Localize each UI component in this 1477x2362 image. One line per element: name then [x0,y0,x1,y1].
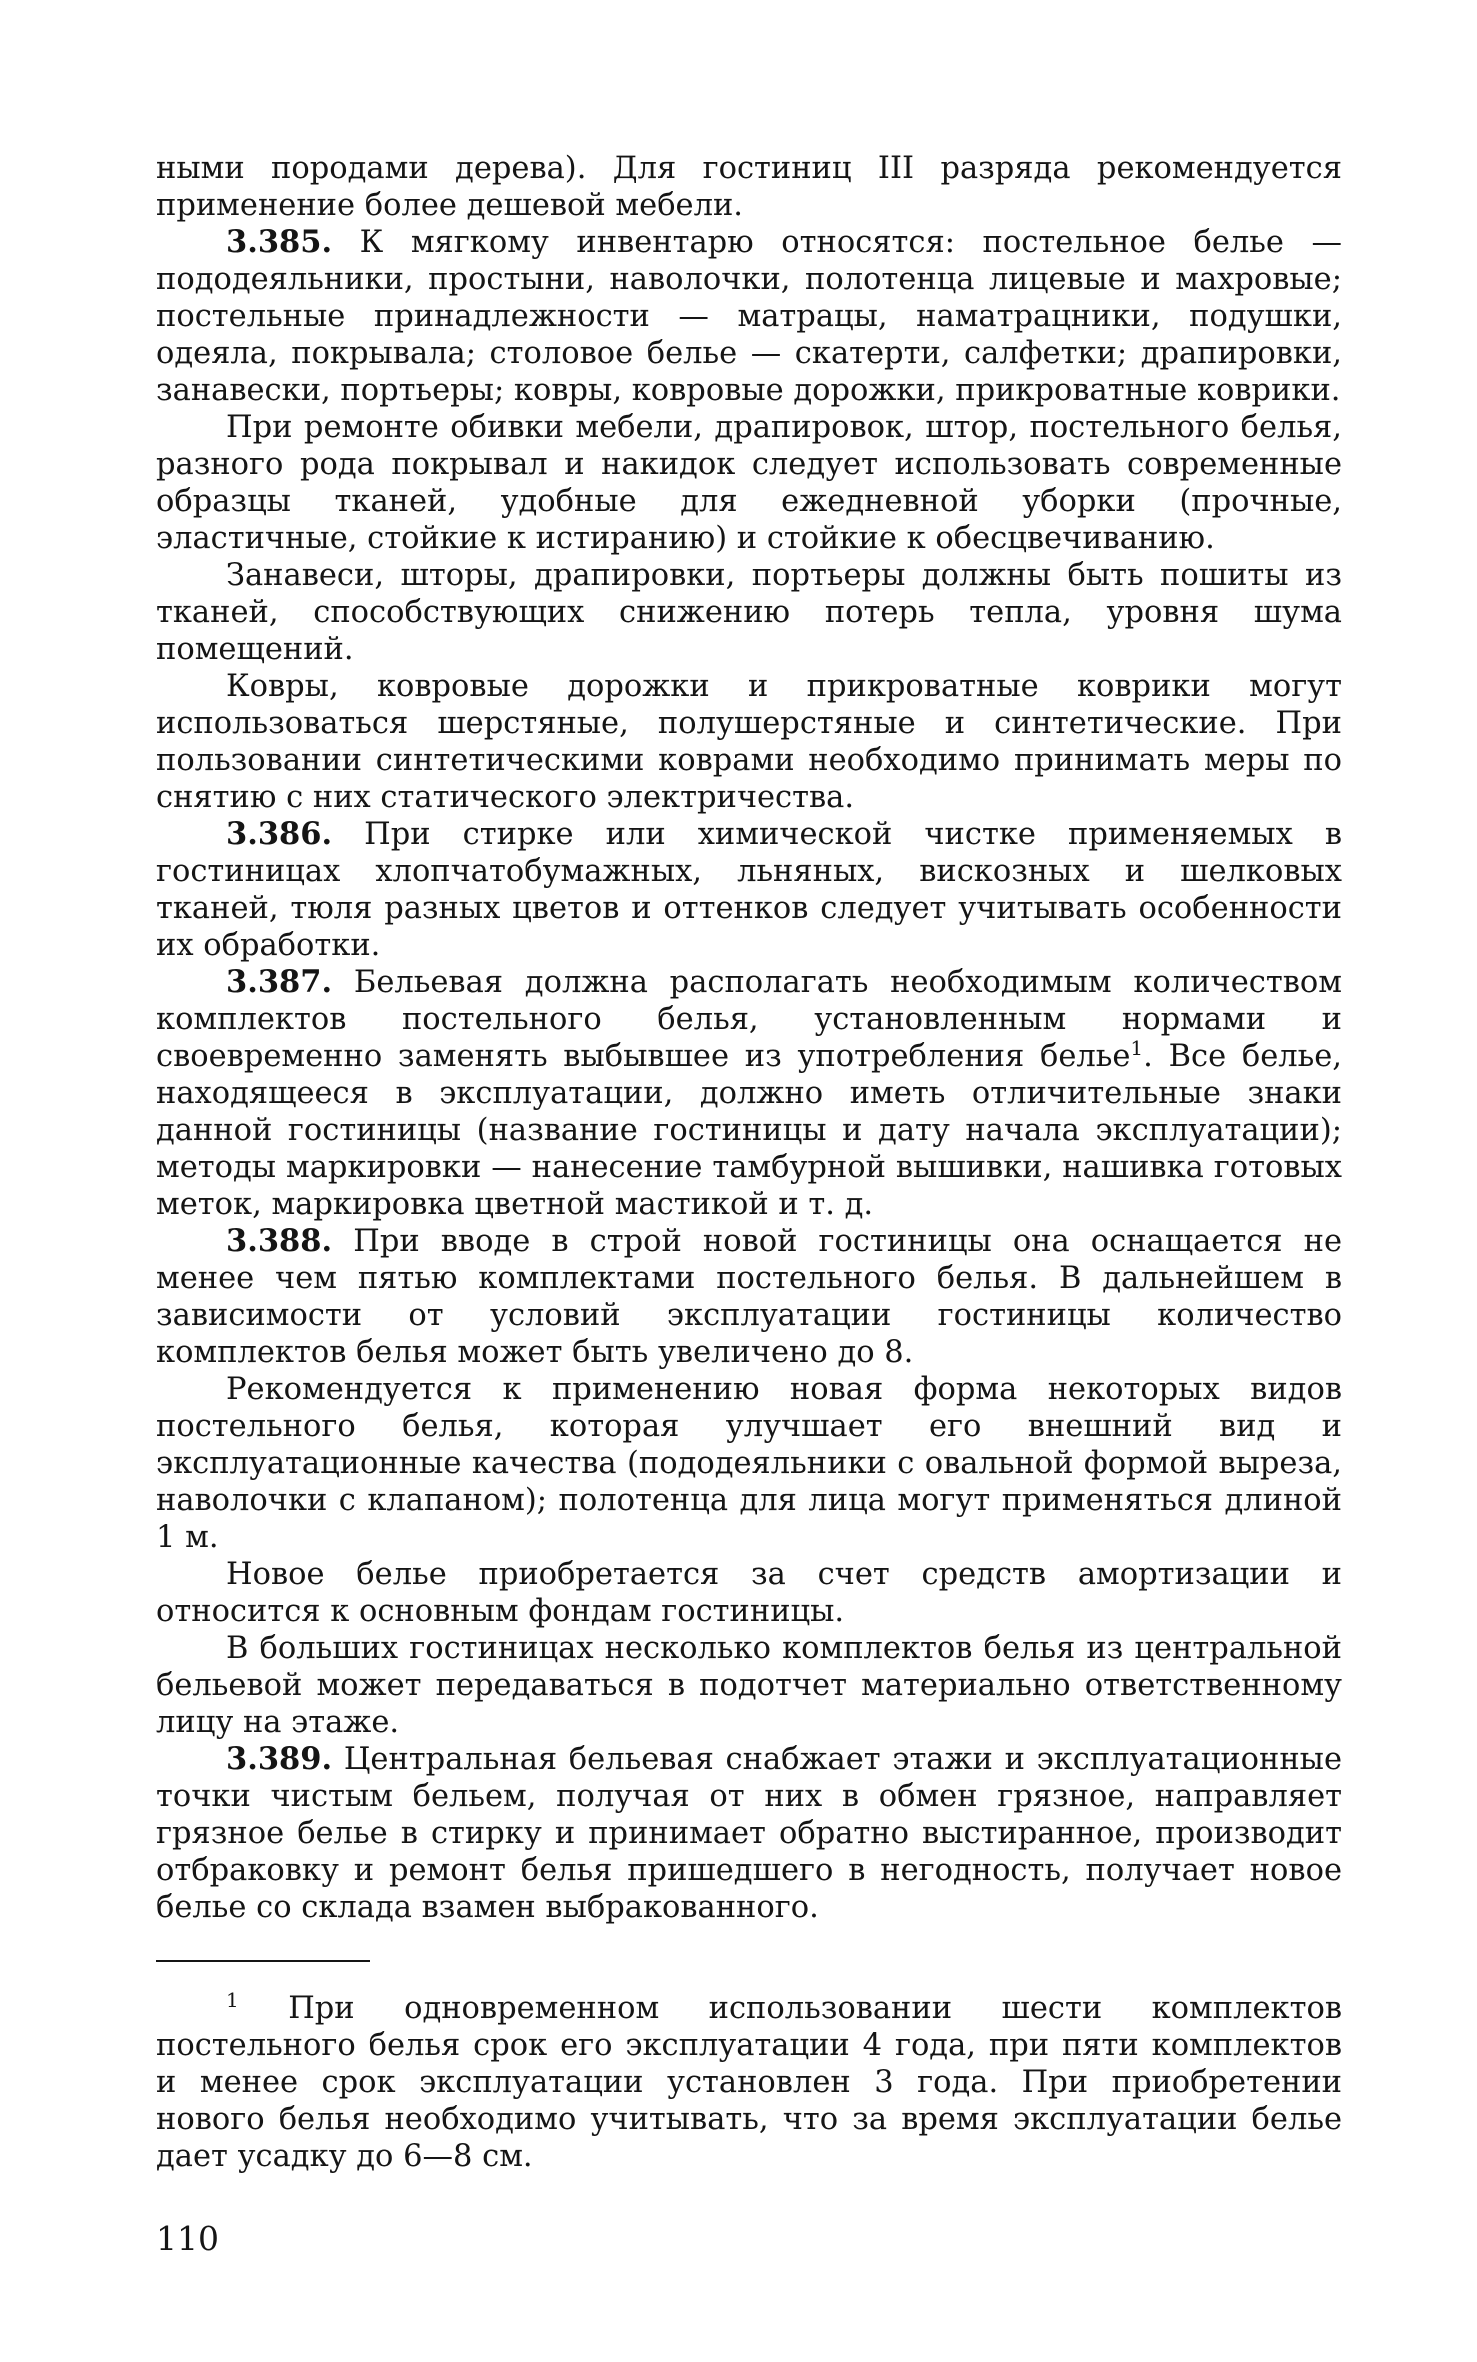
paragraph-number: 3.388. [226,1223,333,1259]
paragraph: Новое белье приобретается за счет средств амортизации и относится к основным фондам гостиницы. [156,1557,1342,1629]
paragraph: При ремонте обивки мебели, драпировок, штор, постельного белья, разного рода покрывал и накидок следует использовать современные образцы тканей, удобные для ежедневной уборки (прочные, эластичные, стойкие к истиранию) и стойкие к обесцвечиванию. [156,410,1342,556]
footnote [156,1987,1342,2175]
paragraph: 3.388. При вводе в строй новой гостиницы она оснащается не менее чем пятью комплектами постельного белья. В дальнейшем в зависимости от условий эксплуатации гостиницы количество комплектов белья может быть увеличено до 8. [156,1223,1342,1370]
paragraph: 3.386. При стирке или химической чистке применяемых в гостиницах хлопчатобумажных, льняных, вискозных и шелковых тканей, тюля разных цветов и оттенков следует учитывать особенности их обработки. [156,816,1342,963]
book-page [156,150,1342,2259]
main-text [156,150,1342,1926]
paragraph-number: 3.386. [226,816,333,852]
paragraph-number: 3.387. [226,964,333,1000]
paragraph: В больших гостиницах несколько комплектов белья из центральной бельевой может передаваться в подотчет материально ответственному лицу на этаже. [156,1631,1342,1740]
paragraph-number: 3.385. [226,224,333,260]
paragraph: 3.389. Центральная бельевая снабжает этажи и эксплуатационные точки чистым бельем, получая от них в обмен грязное, направляет грязное белье в стирку и принимает обратно выстиранное, производит отбраковку и ремонт белья пришедшего в негодность, получает новое белье со склада взамен выбракованного. [156,1741,1342,1925]
paragraph: 3.385. К мягкому инвентарю относятся: постельное белье — пододеяльники, простыни, наволочки, полотенца лицевые и махровые; постельные принадлежности — матрацы, наматрацники, подушки, одеяла, покрывала; столовое белье — скатерти, салфетки; драпировки, занавески, портьеры; ковры, ковровые дорожки, прикроватные коврики. [156,224,1342,408]
footnote-text: $^1$ При одновременном использовании шести комплектов постельного белья срок его эксплуатации 4 года, при пяти комплектов и менее срок эксплуатации установлен 3 года. При приобретении нового белья необходимо учитывать, что за время эксплуатации белье дает усадку до 6—8 см. [156,1987,1342,2174]
footnote-marker: 1 [226,1987,239,2012]
paragraph-number: 3.389. [226,1741,333,1777]
paragraph: Ковры, ковровые дорожки и прикроватные коврики могут использоваться шерстяные, полушерстяные и синтетические. При пользовании синтетическими коврами необходимо принимать меры по снятию с них статического электричества. [156,669,1342,815]
page-number: 110 [156,2219,219,2258]
footnote-ref: 1 [1130,1035,1144,1060]
paragraph: Рекомендуется к применению новая форма некоторых видов постельного белья, которая улучшает его внешний вид и эксплуатационные качества (пододеяльники с овальной формой выреза, наволочки с клапаном); полотенца для лица могут применяться длиной 1 м. [156,1372,1342,1555]
paragraph: ными породами дерева). Для гостиниц III разряда рекомендуется применение более дешевой мебели. [156,151,1342,223]
paragraph: Занавеси, шторы, драпировки, портьеры должны быть пошиты из тканей, способствующих снижению потерь тепла, уровня шума помещений. [156,558,1342,667]
paragraph: 3.387. Бельевая должна располагать необходимым количеством комплектов постельного белья, установленным нормами и своевременно заменять выбывшее из употребления белье$^1$. Все белье, находящееся в эксплуатации, должно иметь отличительные знаки данной гостиницы (название гостиницы и дату начала эксплуатации); методы маркировки — нанесение тамбурной вышивки, нашивка готовых меток, маркировка цветной мастикой и т. д. [156,964,1342,1222]
footnote-divider [156,1960,370,1962]
